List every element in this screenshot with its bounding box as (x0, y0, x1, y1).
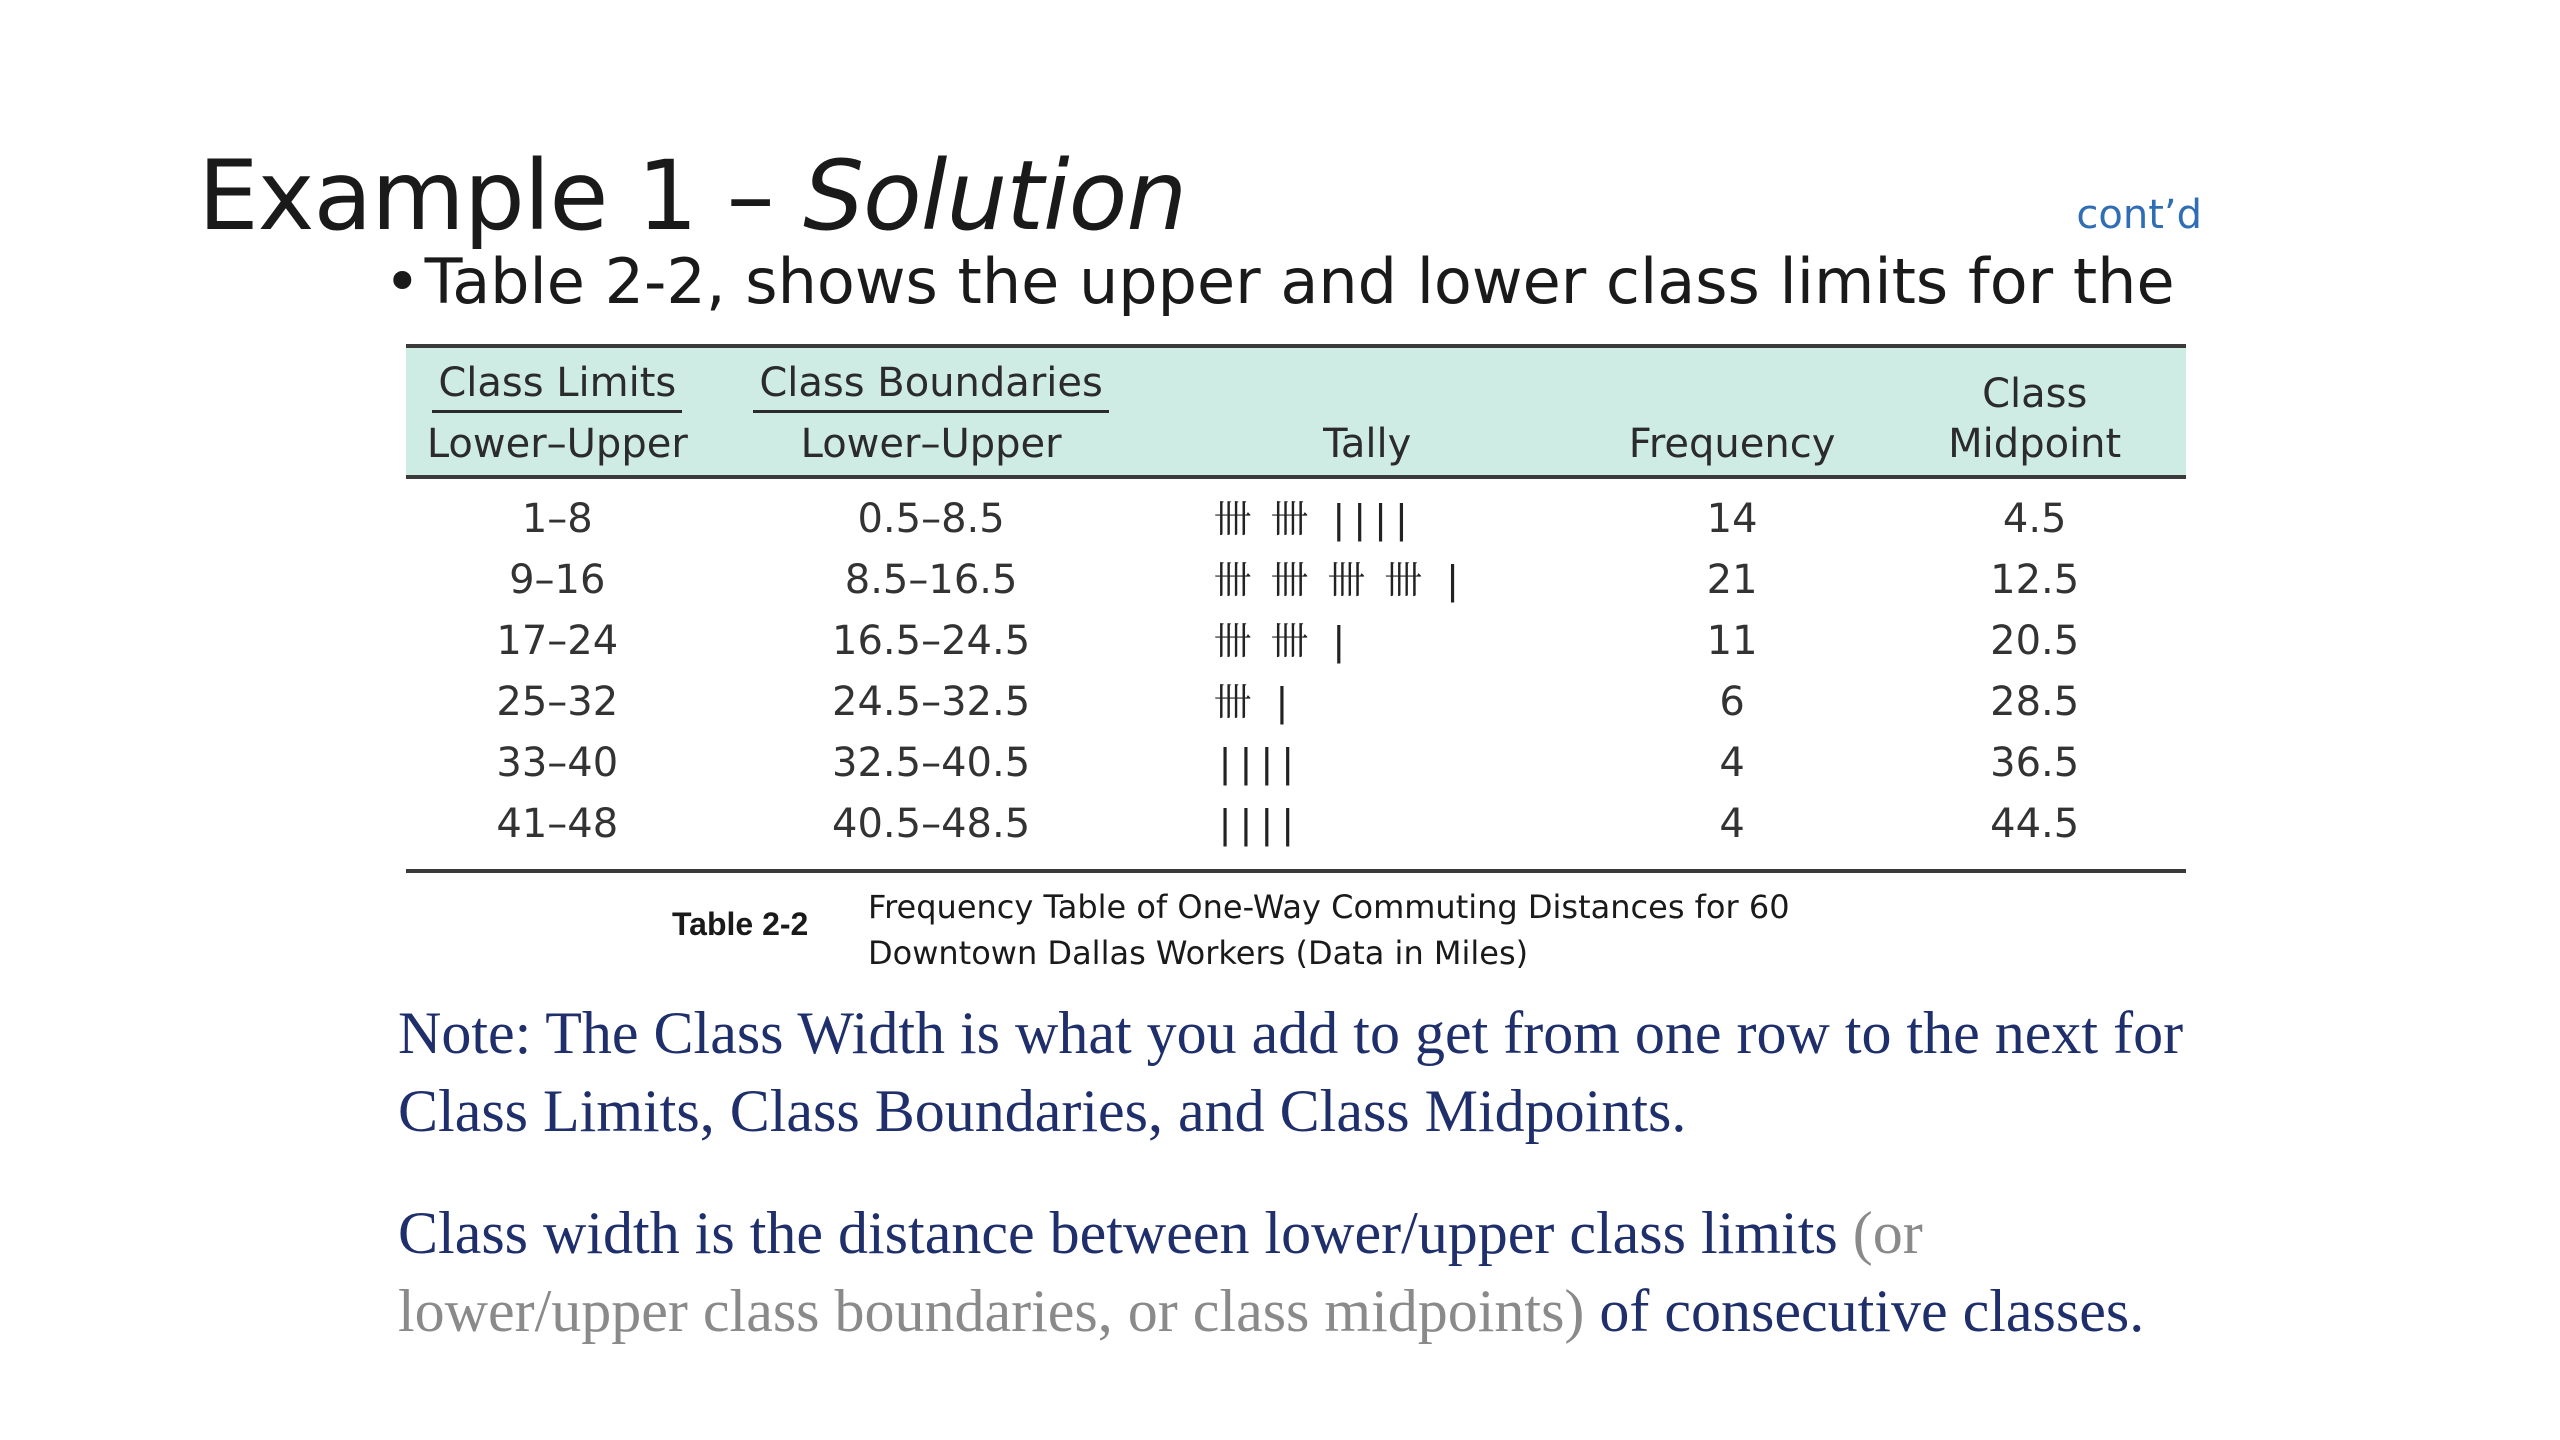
cell-class-limits: 9–16 (509, 557, 606, 603)
cell-midpoint: 28.5 (1990, 679, 2080, 725)
tally-marks: 卌 卌 卌 卌 | (1213, 558, 1462, 602)
cell-frequency: 11 (1706, 618, 1758, 664)
tally-marks: |||| (1213, 741, 1298, 785)
header-class-limits (406, 346, 709, 477)
cell-class-limits: 25–32 (496, 679, 619, 725)
cell-class-limits: 17–24 (496, 618, 619, 664)
cell-tally (1154, 611, 1581, 672)
table-row (406, 477, 2186, 550)
bullet-icon: • (384, 245, 421, 318)
cell-class-boundaries: 16.5–24.5 (832, 618, 1031, 664)
header-frequency: Frequency (1628, 421, 1836, 467)
caption-line-2: Downtown Dallas Workers (Data in Miles) (868, 934, 1529, 972)
header-class-midpoint-top: Class (1982, 371, 2088, 417)
frequency-table (406, 344, 2186, 873)
class-width-note: Note: The Class Width is what you add to get from one row to the next for Class Limits, Class Boundaries, and Class Midpoints. (398, 1000, 2184, 1144)
table-row (406, 794, 2186, 871)
tally-marks: 卌 卌 |||| (1213, 497, 1411, 541)
tally-marks: 卌 | (1213, 680, 1292, 724)
class-width-definition (398, 1194, 2218, 1350)
cell-tally (1154, 794, 1581, 871)
definition-part-2: (or lower/upper class boundaries, or class midpoints) (398, 1200, 1923, 1344)
header-class-limits-top: Class Limits (432, 358, 682, 413)
caption-text (868, 884, 1790, 976)
cell-frequency: 4 (1719, 801, 1745, 847)
cell-frequency: 14 (1706, 496, 1758, 542)
cell-class-limits: 1–8 (521, 496, 593, 542)
header-class-boundaries-bottom: Lower–Upper (800, 421, 1062, 467)
tally-marks: 卌 卌 | (1213, 619, 1349, 663)
cell-class-boundaries: 40.5–48.5 (832, 801, 1031, 847)
definition-part-1: Class width is the distance between lower/upper class limits (398, 1200, 1853, 1266)
cell-midpoint: 4.5 (2002, 496, 2067, 542)
cell-tally (1154, 550, 1581, 611)
cell-midpoint: 36.5 (1990, 740, 2080, 786)
cell-midpoint: 20.5 (1990, 618, 2080, 664)
table-row (406, 611, 2186, 672)
frequency-table-grid (406, 344, 2186, 873)
header-class-midpoint (1883, 346, 2186, 477)
cell-tally (1154, 672, 1581, 733)
cell-tally (1154, 477, 1581, 550)
cell-class-limits: 33–40 (496, 740, 619, 786)
header-class-boundaries-top: Class Boundaries (753, 358, 1108, 413)
table-header-row (406, 346, 2186, 477)
table-row (406, 550, 2186, 611)
title-main: Example 1 – (198, 140, 804, 252)
cell-class-limits: 41–48 (496, 801, 619, 847)
cell-class-boundaries: 0.5–8.5 (857, 496, 1005, 542)
cell-class-boundaries: 8.5–16.5 (844, 557, 1018, 603)
cell-frequency: 21 (1706, 557, 1758, 603)
cell-tally (1154, 733, 1581, 794)
cell-class-boundaries: 32.5–40.5 (832, 740, 1031, 786)
cell-frequency: 4 (1719, 740, 1745, 786)
cell-class-boundaries: 24.5–32.5 (832, 679, 1031, 725)
header-class-limits-bottom: Lower–Upper (426, 421, 688, 467)
bullet-line-text: Table 2-2, shows the upper and lower class limits for the (424, 245, 2175, 318)
header-class-midpoint-bottom: Midpoint (1948, 421, 2122, 467)
header-class-boundaries (709, 346, 1154, 477)
definition-part-3: of consecutive classes. (1584, 1278, 2145, 1344)
table-row (406, 672, 2186, 733)
title-italic: Solution (803, 140, 1187, 252)
caption-label: Table 2-2 (672, 906, 809, 942)
tally-marks: |||| (1213, 802, 1298, 846)
caption-line-1: Frequency Table of One-Way Commuting Distances for 60 (868, 888, 1790, 926)
table-row (406, 733, 2186, 794)
header-tally: Tally (1323, 421, 1412, 467)
cell-frequency: 6 (1719, 679, 1745, 725)
continued-label: cont’d (2076, 192, 2202, 238)
cell-midpoint: 44.5 (1990, 801, 2080, 847)
slide-title (198, 140, 1187, 252)
cell-midpoint: 12.5 (1990, 557, 2080, 603)
